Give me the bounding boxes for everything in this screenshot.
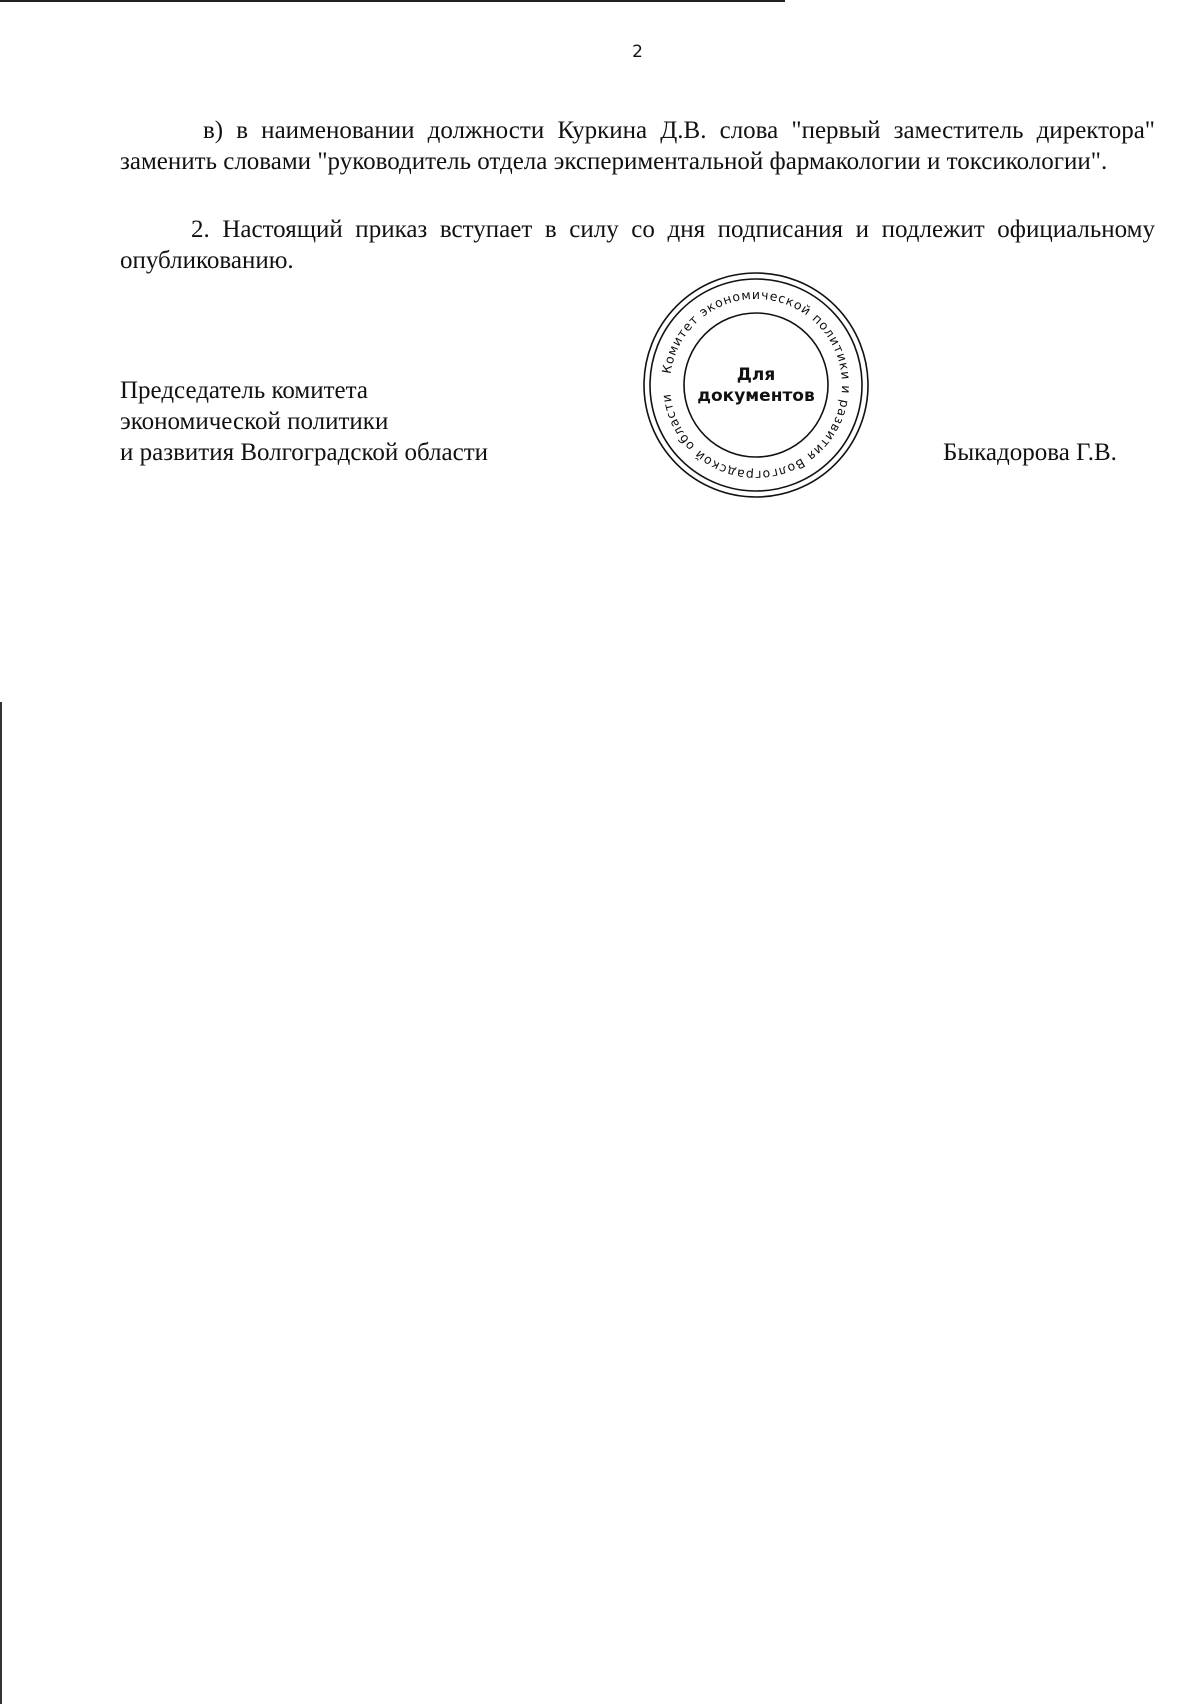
page-number: 2 [632, 42, 643, 62]
official-stamp [641, 270, 871, 500]
signer-title [120, 375, 488, 468]
paragraph-effective-date: 2. Настоящий приказ вступает в силу со дня подписания и подлежит официальному опубликованию. [120, 216, 1155, 274]
stamp-ring-text: Комитет экономической политики и развития Волгоградской области [658, 286, 855, 484]
top-rule [0, 0, 785, 2]
stamp-outer-ring [644, 273, 868, 497]
signer-title-line: и развития Волгоградской области [120, 439, 489, 466]
stamp-inner-ring [684, 313, 828, 457]
signer-title-line: экономической политики [120, 408, 389, 435]
stamp-center-line-2: документов [697, 386, 815, 406]
stamp-second-ring [650, 279, 862, 491]
signer-title-line: Председатель комитета [120, 377, 368, 404]
signer-name: Быкадорова Г.В. [943, 439, 1117, 466]
stamp-center-line-1: Для [736, 365, 776, 385]
left-margin-mark [0, 702, 2, 1704]
paragraph-amendment: в) в наименовании должности Куркина Д.В. слова "первый заместитель директора" заменить словами "руководитель отдела экспериментальной фармакологии и токсикологии". [120, 117, 1155, 175]
